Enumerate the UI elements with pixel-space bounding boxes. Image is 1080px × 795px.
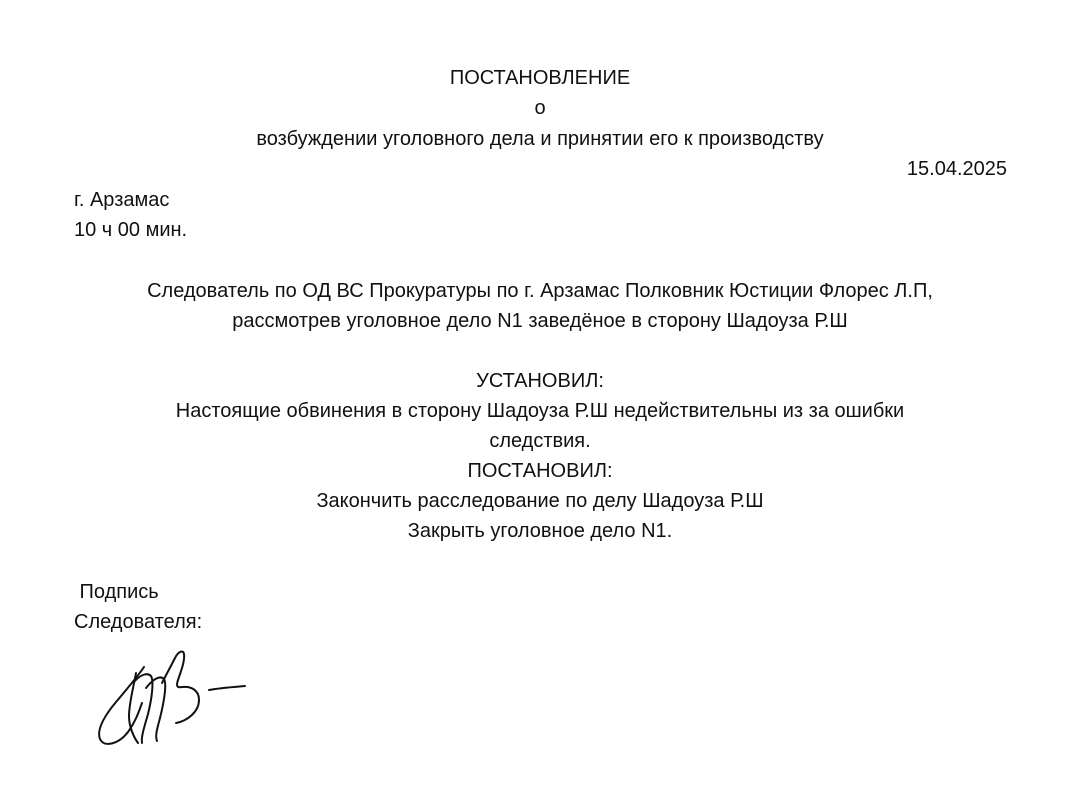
resolved-heading: ПОСТАНОВИЛ: xyxy=(467,460,613,482)
document-title-preposition: о xyxy=(534,97,546,119)
document-title-subject: возбуждении уголовного дела и принятии его к производству xyxy=(256,128,824,150)
document-time: 10 ч 00 мин. xyxy=(74,219,188,241)
resolved-line-1: Закончить расследование по делу Шадоуза Р.Ш xyxy=(316,490,764,512)
signature-dash xyxy=(209,686,245,690)
intro-line-2: рассмотрев уголовное дело N1 заведёное в сторону Шадоуза Р.Ш xyxy=(232,310,848,332)
document-city: г. Арзамас xyxy=(74,189,170,211)
established-heading: УСТАНОВИЛ: xyxy=(476,370,604,392)
established-line-1: Настоящие обвинения в сторону Шадоуза Р.Ш недействительны из за ошибки xyxy=(175,400,905,422)
document-date: 15.04.2025 xyxy=(906,158,1007,180)
signature-label-line-2: Следователя: xyxy=(74,611,203,633)
resolved-line-2: Закрыть уголовное дело N1. xyxy=(407,520,673,542)
document-title: ПОСТАНОВЛЕНИЕ xyxy=(449,67,631,89)
handwritten-signature xyxy=(88,640,258,752)
established-line-2: следствия. xyxy=(489,430,591,452)
signature-label-line-1: Подпись xyxy=(74,581,159,603)
signature-stroke-4 xyxy=(162,651,199,723)
intro-line-1: Следователь по ОД ВС Прокуратуры по г. Арзамас Полковник Юстиции Флорес Л.П, xyxy=(147,280,933,302)
